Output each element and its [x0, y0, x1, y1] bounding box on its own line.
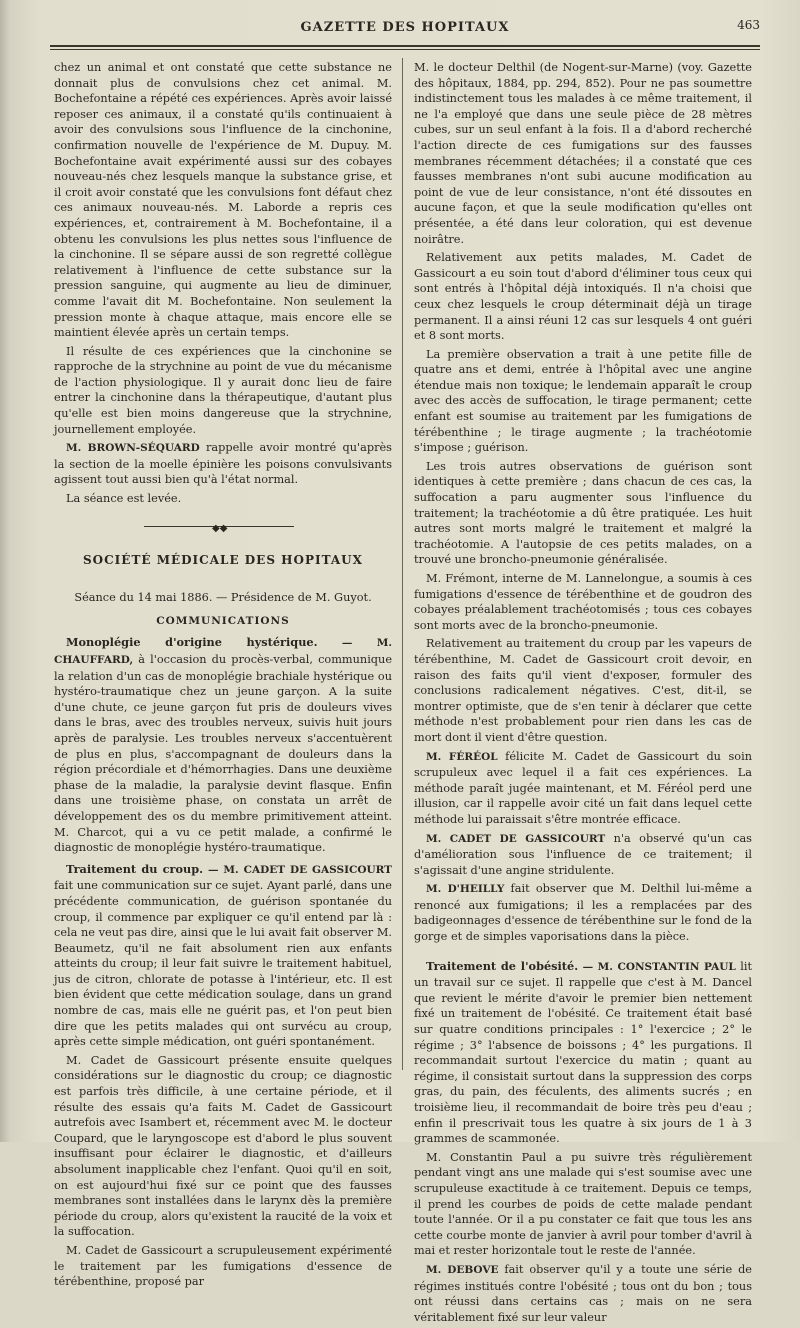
paragraph [414, 1262, 752, 1325]
running-title: GAZETTE DES HOPITAUX [300, 20, 510, 35]
speaker-name: M. CADET DE GASSICOURT [426, 832, 606, 845]
speaker-name: M. BROWN-SÉQUARD [66, 442, 200, 455]
subheading: COMMUNICATIONS [156, 614, 290, 627]
page-header [50, 14, 760, 44]
speaker-name: M. FÉRÉOL [426, 750, 498, 763]
ornament-glyph: ◆◆ [212, 522, 228, 534]
paragraph: M. Cadet de Gassicourt a scrupuleusement expérimenté le traitement par les fumigations d'essence de térébenthine, proposé par [54, 1243, 392, 1289]
speaker-name: — M. CHAUFFARD, [54, 637, 392, 666]
speaker-name: M. D'HEILLY [426, 883, 505, 896]
paragraph: M. Cadet de Gassicourt présente ensuite quelques considérations sur le diagnostic du croup; ce diagnostic est parfois très difficile, à une certaine période, et il résulte des essais qu'a faits M. Cadet de Gassicourt autrefois avec Isambert et, récemment avec M. le docteur Coupard, que le laryngoscope est d'abord le plus souvent insuffisant pour éclairer le diagnostic, et d'ailleurs absolument inapplicable chez l'enfant. Quoi qu'il en soit, on est aujourd'hui fixé sur ce point que des fausses membranes sont installées dans le larynx dès la première période du croup, alors qu'existent la raucité de la voix et la suffocation. [54, 1053, 392, 1239]
paragraph: Les trois autres observations de guérison sont identiques à cette première ; dans chacun de ces cas, la suffocation a paru augmenter sous l'influence du traitement; la trachéotomie a dû être pratiquée. Les huit autres sont morts malgré le traitement et malgré la trachéotomie. A l'autopsie de ces petits malades, on a trouvé une broncho-pneumonie généralisée. [414, 459, 752, 567]
paragraph: M. Constantin Paul a pu suivre très régulièrement pendant vingt ans une malade qui s'est soumise avec une scrupuleuse exactitude à ce traitement. Depuis ce temps, il prend les courbes de poids de cette malade pendant toute l'année. Or il a pu constater ce fait que tous les ans cette courbe monte de janvier à avril pour tomber d'avril à mai et rester horizontale tout le reste de l'année. [414, 1150, 752, 1258]
paragraph: Relativement au traitement du croup par les vapeurs de térébenthine, M. Cadet de Gassicourt croit devoir, en raison des faits qu'il vient d'exposer, formuler des conclusions radicalement négatives. C'est, dit-il, se montrer optimiste, que de s'en tenir à déclarer que cette méthode n'est probablement pour rien dans les cas de mort dont il vient d'être question. [414, 637, 752, 744]
paragraph-text: félicite M. Cadet de Gassicourt du soin scrupuleux avec lequel il a fait ces expériences. La méthode paraît jugée maintenant, et M. Féréol perd une illusion, car il rappelle avoir cité un fait dans lequel cette méthode lui paraissait s'être montrée efficace. [414, 749, 752, 826]
paragraph [54, 440, 392, 488]
paragraph [54, 635, 392, 855]
speaker-name: — M. CADET DE GASSICOURT [203, 863, 392, 876]
speaker-name: M. DEBOVE [426, 1263, 499, 1276]
topic-title: Traitement du croup. [66, 861, 204, 876]
right-column [414, 60, 752, 1328]
paragraph: La séance est levée. [66, 492, 182, 506]
page-number: 463 [737, 18, 760, 32]
paragraph: Relativement aux petits malades, M. Cadet de Gassicourt a eu soin tout d'abord d'éliminer tous ceux qui sont entrés à l'hôpital déjà intoxiqués. Il n'a choisi que ceux chez lesquels le croup déterminait déjà un tirage permanent. Il a ainsi réuni 12 cas sur lesquels 4 ont guéri et 8 sont morts. [414, 251, 752, 343]
topic-title: Monoplégie d'origine hystérique. [66, 635, 318, 650]
paragraph-text: n'a observé qu'un cas d'amélioration sous l'influence de ce traitement; il s'agissait d'une angine stridulente. [414, 831, 752, 877]
paragraph: M. Frémont, interne de M. Lannelongue, a soumis à ces fumigations d'essence de térébenthine et de goudron des cobayes préalablement trachéotomisés ; tous ces cobayes sont morts avec de la broncho-pneumonie. [414, 572, 752, 632]
paragraph [414, 959, 752, 1147]
paragraph-text: à l'occasion du procès-verbal, communique la relation d'un cas de monoplégie brachiale hystérique ou hystéro-traumatique chez un jeune garçon. A la suite d'une chute, ce jeune garçon fut pris de douleurs vives dans le bras, avec des troubles nerveux, suivis huit jours après de paralysie. Les troubles nerveux s'accentuèrent de plus en plus, s'accompagnant de douleurs dans la région précordiale et d'hémorrhagies. Dans une deuxième phase de la maladie, la paralysie devint flasque. Enfin dans une troisième phase, on constata un arrêt de développement des os du membre primitivement atteint. M. Charcot, qui a vu ce petit malade, a confirmé le diagnostic de monoplégie hystéro-traumatique. [54, 653, 392, 855]
topic-title: Traitement de l'obésité. [426, 958, 579, 973]
paragraph: M. le docteur Delthil (de Nogent-sur-Marne) (voy. Gazette des hôpitaux, 1884, pp. 294, 852). Pour ne pas soumettre indistinctement tous les malades à ce même traitement, il ne l'a employé que dans une seule pièce de 28 mètres cubes, sur un seul enfant à la fois. Il a d'abord recherché l'action directe de ces fumigations sur des fausses membranes récemment détachées; il a constaté que ces fausses membranes n'ont subi aucune modification au point de vue de leur consistance, n'ont été dissoutes en aucune façon, et que la seule modification qu'elles ont présentée, a été dans leur coloration, qui est devenue noirâtre. [414, 61, 752, 246]
paragraph-text: lit un travail sur ce sujet. Il rappelle que c'est à M. Dancel que revient le mérite d'avoir le premier bien nettement fixé un traitement de l'obésité. Ce traitement était basé sur quatre conditions principales : 1° l'exercice ; 2° le régime ; 3° l'absence de boissons ; 4° les purgations. Il recommandait surtout l'exercice du matin ; quant au régime, il consistait surtout dans la suppression des corps gras, du pain, des féculents, des aliments sucrés ; en troisième lieu, il recommandait de boire très peu d'eau ; enfin il prescrivait tous les quatre à six jours de 1 à 3 grammes de scammonée. [414, 959, 752, 1146]
paragraph [414, 881, 752, 944]
paragraph-text: rappelle avoir montré qu'après la section de la moelle épinière les poisons convulsivants agissent tout aussi bien qu'à l'état normal. [54, 441, 392, 487]
paragraph: Il résulte de ces expériences que la cinchonine se rapproche de la strychnine au point de vue du mécanisme de l'action physiologique. Il y aurait donc lieu de faire entrer la cinchonine dans la thérapeutique, d'autant plus qu'elle est bien moins dangereuse que la strychnine, journellement employée. [54, 344, 392, 436]
paragraph-text: fait observer que M. Delthil lui-même a renoncé aux fumigations; il les a remplacées par des badigeonnages d'essence de térébenthine sur le fond de la gorge et de simples vaporisations dans la pièce. [414, 882, 752, 944]
section-title: SOCIÉTÉ MÉDICALE DES HOPITAUX [83, 552, 363, 567]
paragraph-text: fait observer qu'il y a toute une série de régimes institués contre l'obésité ; tous ont du bon ; tous ont réussi dans certains cas ; mais on ne sera véritablement fixé sur leur valeur [414, 1262, 752, 1324]
header-rule [50, 45, 760, 47]
column-divider [402, 58, 403, 1070]
session-line: Séance du 14 mai 1886. — Présidence de M. Guyot. [74, 591, 372, 605]
speaker-name: — M. CONSTANTIN PAUL [578, 960, 736, 973]
paragraph [414, 831, 752, 879]
paragraph [414, 749, 752, 828]
paragraph: La première observation a trait à une petite fille de quatre ans et demi, entrée à l'hôpital avec une angine étendue mais non toxique; le lendemain apparaît le croup avec des accès de suffocation, le tirage permanent; cette enfant est soumise au traitement par les fumigations de térébenthine ; le tirage augmente ; la trachéotomie s'impose ; guérison. [414, 347, 752, 455]
header-rule-thin [50, 49, 760, 50]
paragraph: chez un animal et ont constaté que cette substance ne donnait plus de convulsions chez cet animal. M. Bochefontaine a répété ces expériences. Après avoir laissé reposer ces animaux, il a constaté qu'ils continuaient à avoir des convulsions sous l'influence de la cinchonine, confirmation nouvelle de l'expérience de M. Dupuy. M. Bochefontaine avait expérimenté aussi sur des cobayes nouveau-nés chez lesquels manque la substance grise, et il croit avoir constaté que les convulsions font défaut chez ces animaux nouveau-nés. M. Laborde a repris ces expériences, et, contrairement à M. Bochefontaine, il a obtenu les convulsions les plus nettes sous l'influence de la cinchonine. Il se sépare aussi de son regretté collègue relativement à l'influence de cette substance sur la pression sanguine, qui augmente au lieu de diminuer, comme l'avait dit M. Bochefontaine. Non seulement la pression monte à chaque attaque, mais encore elle se maintient élevée après un certain temps. [54, 61, 392, 340]
paragraph [54, 862, 392, 1050]
section-ornament [54, 521, 392, 534]
left-column [54, 60, 392, 1293]
paragraph-text: fait une communication sur ce sujet. Ayant parlé, dans une précédente communication, de guérison spontanée du croup, il commence par expliquer ce qu'il entend par là : cela ne veut pas dire, ainsi que le lui avait fait observer M. Beaumetz, qu'il ne fait absolument rien aux enfants atteints du croup; il leur fait suivre le traitement habituel, jus de citron, chlorate de potasse à l'intérieur, etc. Il est bien évident que cette médication soulage, dans un grand nombre de cas, mais elle ne guérit pas, et l'on peut bien dire que les petits malades qui ont survécu au croup, après cette simple médication, ont guéri spontanément. [54, 879, 392, 1049]
